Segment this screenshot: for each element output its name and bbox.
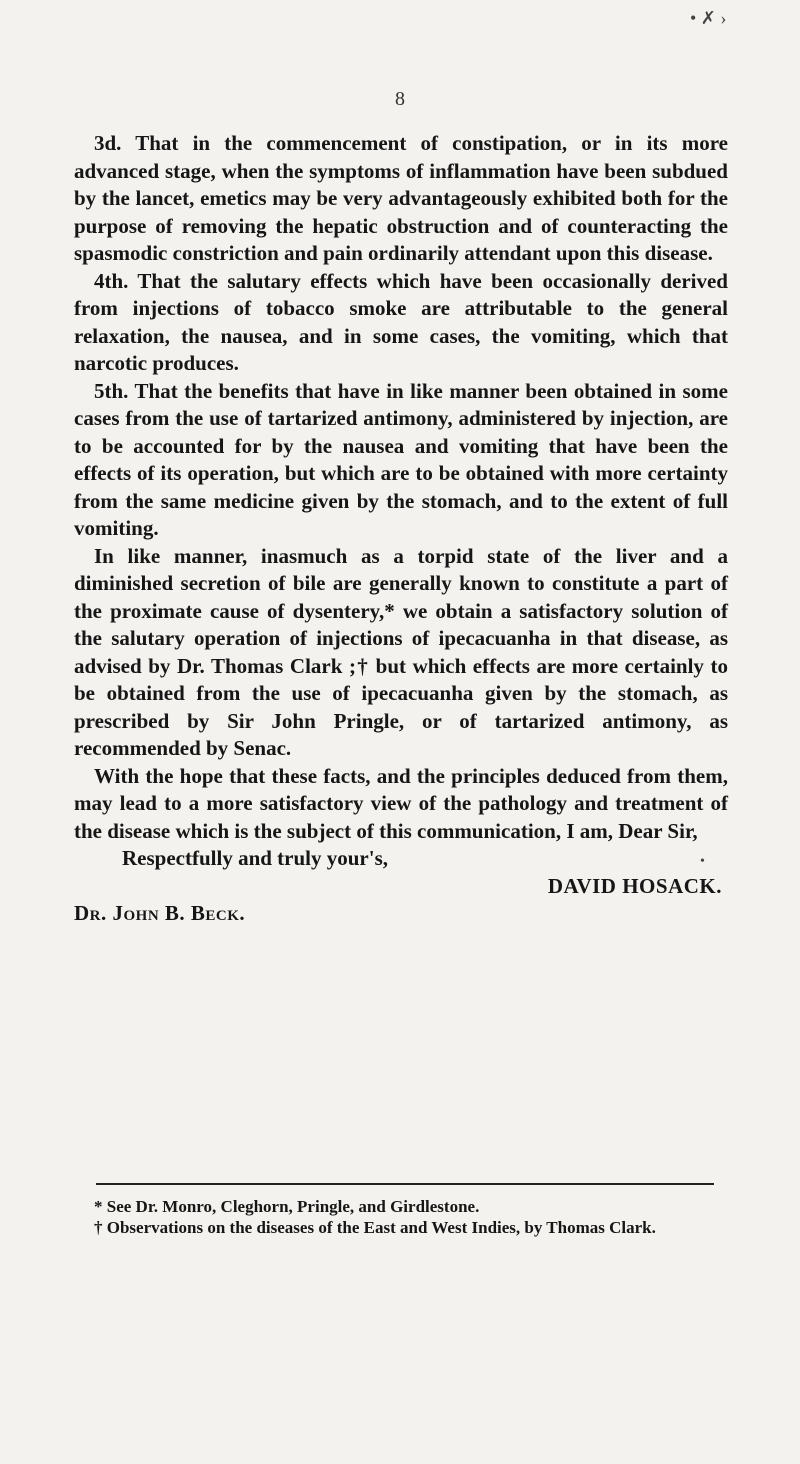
addressee: Dr. John B. Beck. — [74, 901, 246, 925]
top-page-mark: • ✗ › — [690, 8, 727, 28]
paragraph-dysentery: In like manner, inasmuch as a torpid state of the liver and a diminished secretion of bile are generally known to constitute a part of the proximate cause of dysentery,* we obtain a satisfactory solution of the salutary operation of injections of ipecacuanha in that disease, as advised by Dr. Thomas Clark ;† but which effects are more certainly to be obtained from the use of ipecacuanha given by the stomach, as prescribed by Sir John Pringle, or of tartarized antimony, as recommended by Senac. — [74, 543, 728, 760]
paragraph-5th: 5th. That the benefits that have in like manner been obtained in some cases from the use of tartarized antimony, administered by injection, are to be accounted for by the nausea and vomiting that have been the effects of its operation, but which are to be obtained with more certainty from the same medicine given by the stomach, and to the extent of full vomiting. — [74, 378, 728, 540]
closing-salutation: Respectfully and truly your's, — [122, 846, 389, 870]
paragraph-conclusion: With the hope that these facts, and the principles deduced from them, may lead to a more satisfactory view of the pathology and treatment of the disease which is the subject of this communication, I am, Dear Sir, — [74, 763, 728, 843]
footnotes — [74, 1196, 728, 1238]
page-number: 8 — [395, 88, 405, 110]
signature: DAVID HOSACK. — [547, 873, 722, 898]
footnote-asterisk: * See Dr. Monro, Cleghorn, Pringle, and Girdlestone. — [94, 1197, 480, 1216]
footnote-divider — [96, 1183, 714, 1185]
paragraph-4th: 4th. That the salutary effects which have been occasionally derived from injections of tobacco smoke are attributable to the general relaxation, the nausea, and in some cases, the vomiting, which that narcotic produces. — [74, 268, 728, 375]
footnote-dagger: † Observations on the diseases of the East and West Indies, by Thomas Clark. — [94, 1218, 656, 1237]
letter-body — [74, 130, 728, 928]
margin-mark: • — [700, 854, 705, 869]
paragraph-3d: 3d. That in the commencement of constipation, or in its more advanced stage, when the symptoms of inflammation have been subdued by the lancet, emetics may be very advantageously exhibited both for the purpose of removing the hepatic obstruction and of counteracting the spasmodic constriction and pain ordinarily attendant upon this disease. — [74, 131, 728, 265]
